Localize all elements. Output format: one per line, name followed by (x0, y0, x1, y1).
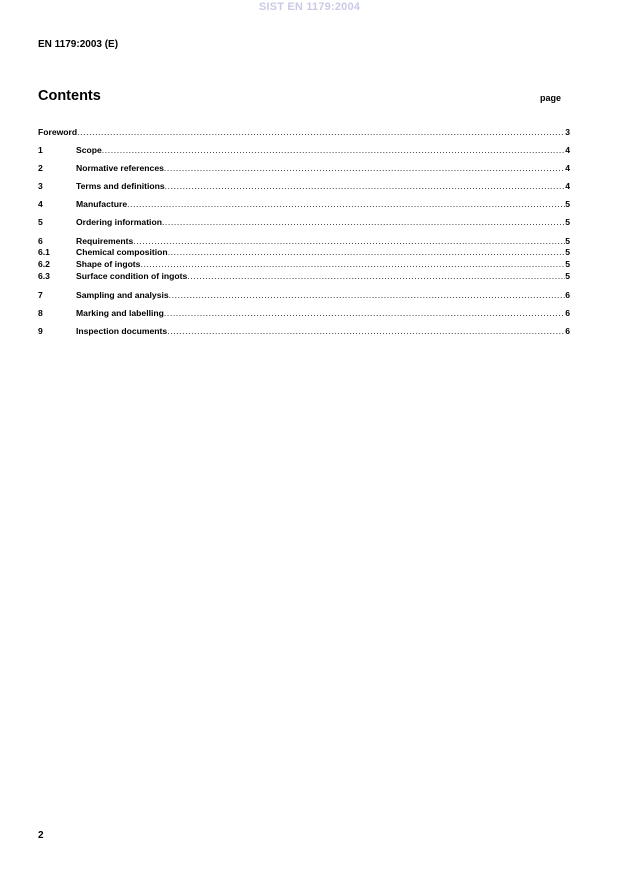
toc-entry-number: 8 (38, 308, 43, 318)
toc-leader-dots (77, 127, 565, 138)
document-id: EN 1179:2003 (E) (38, 39, 119, 50)
toc-entry-page: 6 (565, 308, 570, 318)
toc-entry-page: 5 (565, 236, 570, 246)
toc-entry-page: 5 (565, 199, 570, 209)
toc-entry-number: 6.2 (38, 259, 50, 269)
toc-entry-title: Normative references (76, 163, 164, 173)
toc-entry-page: 5 (565, 247, 570, 257)
toc-entry-page: 6 (565, 326, 570, 336)
toc-entry-ordering-information[interactable] (38, 217, 570, 228)
toc-leader-dots (164, 308, 565, 319)
contents-heading: Contents (38, 88, 101, 104)
toc-entry-page: 3 (565, 127, 570, 137)
toc-leader-dots (127, 199, 565, 210)
toc-entry-page: 4 (565, 181, 570, 191)
toc-entry-title: Manufacture (76, 199, 128, 209)
toc-entry-page: 6 (565, 290, 570, 300)
toc-entry-number: 9 (38, 326, 43, 336)
toc-entry-terms-and-definitions[interactable] (38, 181, 570, 192)
toc-leader-dots (162, 217, 565, 228)
toc-entry-number: 6.1 (38, 247, 50, 257)
toc-entry-marking-and-labelling[interactable] (38, 308, 570, 319)
watermark: SIST EN 1179:2004 (258, 1, 361, 13)
toc-entry-inspection-documents[interactable] (38, 326, 570, 337)
toc-entry-title: Inspection documents (76, 326, 168, 336)
toc-entry-title: Scope (76, 145, 102, 155)
toc-entry-title: Chemical composition (76, 247, 168, 257)
toc-entry-number: 2 (38, 163, 43, 173)
toc-entry-title: Marking and labelling (76, 308, 164, 318)
toc-entry-foreword[interactable] (38, 127, 570, 138)
toc-entry-number: 5 (38, 217, 43, 227)
toc-entry-number: 1 (38, 145, 43, 155)
toc-entry-number: 4 (38, 199, 43, 209)
page-number: 2 (38, 830, 44, 841)
toc-entry-page: 4 (565, 163, 570, 173)
toc-entry-page: 5 (565, 259, 570, 269)
toc-entry-surface-condition-of-ingots[interactable] (38, 271, 570, 282)
toc-entry-requirements[interactable] (38, 236, 570, 247)
toc-leader-dots (168, 247, 566, 258)
toc-entry-page: 5 (565, 271, 570, 281)
toc-leader-dots (165, 181, 566, 192)
toc-leader-dots (167, 326, 565, 337)
page-column-label: page (540, 93, 562, 103)
toc-leader-dots (133, 236, 565, 247)
toc-entry-title: Terms and definitions (76, 181, 165, 191)
toc-leader-dots (169, 290, 566, 301)
toc-leader-dots (164, 163, 565, 174)
toc-entry-shape-of-ingots[interactable] (38, 259, 570, 270)
toc-leader-dots (187, 271, 565, 282)
toc-entry-number: 6.3 (38, 271, 50, 281)
toc-leader-dots (140, 259, 565, 270)
toc-entry-manufacture[interactable] (38, 199, 570, 210)
toc-entry-page: 5 (565, 217, 570, 227)
toc-entry-title: Sampling and analysis (76, 290, 169, 300)
toc-entry-title: Surface condition of ingots (76, 271, 188, 281)
toc-entry-title: Ordering information (76, 217, 162, 227)
toc-entry-number: 6 (38, 236, 43, 246)
toc-entry-title: Foreword (38, 127, 78, 137)
toc-entry-page: 4 (565, 145, 570, 155)
toc-entry-sampling-and-analysis[interactable] (38, 290, 570, 301)
toc-entry-scope[interactable] (38, 145, 570, 156)
toc-leader-dots (102, 145, 565, 156)
toc-entry-title: Requirements (76, 236, 134, 246)
toc-entry-number: 7 (38, 290, 43, 300)
toc-entry-title: Shape of ingots (76, 259, 141, 269)
toc-entry-normative-references[interactable] (38, 163, 570, 174)
toc-entry-chemical-composition[interactable] (38, 247, 570, 258)
toc-entry-number: 3 (38, 181, 43, 191)
